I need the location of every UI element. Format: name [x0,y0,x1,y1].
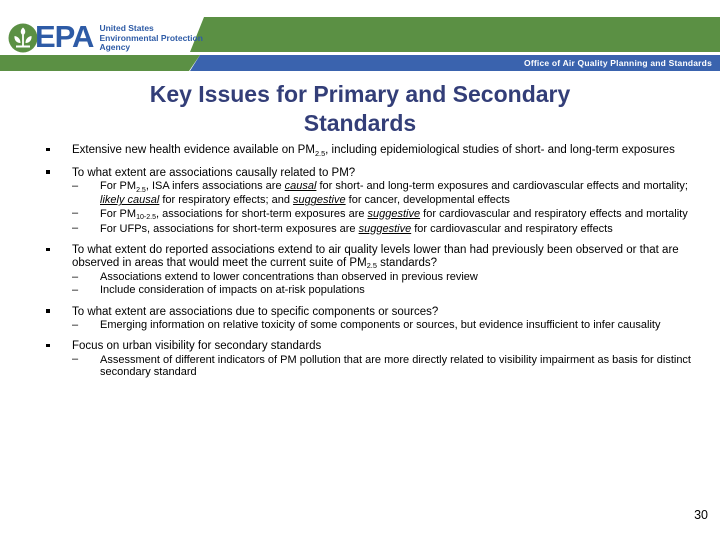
bullet-level-2 [72,284,692,296]
bullet-level-2 [72,271,692,283]
text-run: for respiratory effects; and [159,194,294,207]
bullet-level-1 [0,340,720,378]
chemical-subscript: 2.5 [136,186,146,194]
slide-body [0,144,720,387]
text-run: for cardiovascular and respiratory effects and mortality [420,207,688,220]
text-run: To what extent are associations causally related to PM? [72,166,356,179]
bullet-text [72,340,321,352]
bullet-level-1 [0,167,720,235]
sub-bullet-text [100,180,688,206]
epa-wordmark: EPA [35,19,94,54]
header-green-band [190,17,720,52]
office-label: Office of Air Quality Planning and Standards [524,58,712,68]
epa-tagline [99,24,202,53]
text-run: Extensive new health evidence available on PM [72,144,315,156]
text-run: standards? [376,256,438,269]
emphasis-term: suggestive [293,194,346,207]
bullet-level-2 [72,354,692,378]
bullet-level-1 [0,306,720,332]
bullet-marker-dash-icon: – [72,353,79,366]
slide-title [60,80,660,138]
bullet-text [72,144,675,156]
epa-seal-icon [8,23,38,53]
text-run: , including epidemiological studies of short- and long-term exposures [325,144,675,156]
emphasis-term: suggestive [358,222,412,235]
bullet-marker-dash-icon: – [72,222,79,235]
bullet-marker-dash-icon: – [72,318,79,331]
bullet-level-1 [0,244,720,297]
text-run: For PM [100,180,137,193]
epa-tagline-line3: Agency [99,42,131,52]
text-run: Associations extend to lower concentrations than observed in previous review [100,271,478,284]
header-green-band-left [0,55,200,71]
epa-tagline-line1: United States [99,23,154,33]
bullet-marker-square-icon [46,148,50,152]
sub-bullet-list [72,180,692,235]
bullet-text [72,167,355,179]
chemical-subscript: 10-2.5 [136,214,156,222]
text-run: Assessment of different indicators of PM pollution that are more directly related to visibility impairment as basis for distinct secondary standard [100,353,691,379]
text-run: Focus on urban visibility for secondary standards [72,340,322,353]
chemical-subscript: 2.5 [314,148,326,158]
text-run: To what extent do reported associations extend to air quality levels lower than had previously been observed or that are observed in areas that would meet the current suite of PM [72,244,679,269]
page-header [0,0,720,72]
bullet-level-1 [0,144,720,158]
sub-bullet-list [72,354,692,378]
epa-logo [8,19,203,56]
bullet-level-2 [72,319,692,331]
text-run: for short- and long-term exposures and cardiovascular effects and mortality; [316,180,688,193]
emphasis-term: likely causal [100,194,160,207]
slide-title-line2: Standards [303,110,417,136]
bullet-marker-dash-icon: – [72,207,79,220]
emphasis-term: suggestive [367,207,421,220]
sub-bullet-text [100,319,660,331]
text-run: , associations for short-term exposures are [156,207,368,220]
slide-number: 30 [694,508,708,522]
bullet-marker-dash-icon: – [72,179,79,192]
text-run: To what extent are associations due to specific components or sources? [72,305,439,318]
bullet-marker-square-icon [46,344,50,348]
bullet-text [72,244,679,269]
chemical-subscript: 2.5 [366,261,377,271]
bullet-marker-square-icon [46,170,50,174]
slide-title-line1: Key Issues for Primary and Secondary [149,81,571,107]
text-run: for cardiovascular and respiratory effects [411,222,613,235]
epa-tagline-line2: Environmental Protection [99,32,203,43]
bullet-marker-square-icon [46,309,50,313]
sub-bullet-text [100,223,613,235]
text-run: , ISA infers associations are [145,180,285,193]
bullet-level-2 [72,208,692,222]
text-run: Include consideration of impacts on at-risk populations [100,284,365,297]
sub-bullet-text [100,208,688,220]
bullet-level-2 [72,223,692,235]
sub-bullet-text [100,271,478,283]
sub-bullet-text [100,284,365,296]
emphasis-term: causal [284,180,317,193]
sub-bullet-list [72,319,692,331]
sub-bullet-text [100,354,691,378]
bullet-marker-dash-icon: – [72,270,79,283]
text-run: For PM [100,207,137,220]
bullet-marker-dash-icon: – [72,283,79,296]
bullet-text [72,306,438,318]
bullet-level-2 [72,180,692,206]
sub-bullet-list [72,271,692,296]
text-run: Emerging information on relative toxicity of some components or sources, but evidence insufficient to infer causality [100,319,661,332]
bullet-marker-square-icon [46,248,50,252]
text-run: for cancer, developmental effects [345,194,510,207]
text-run: For UFPs, associations for short-term exposures are [100,222,359,235]
